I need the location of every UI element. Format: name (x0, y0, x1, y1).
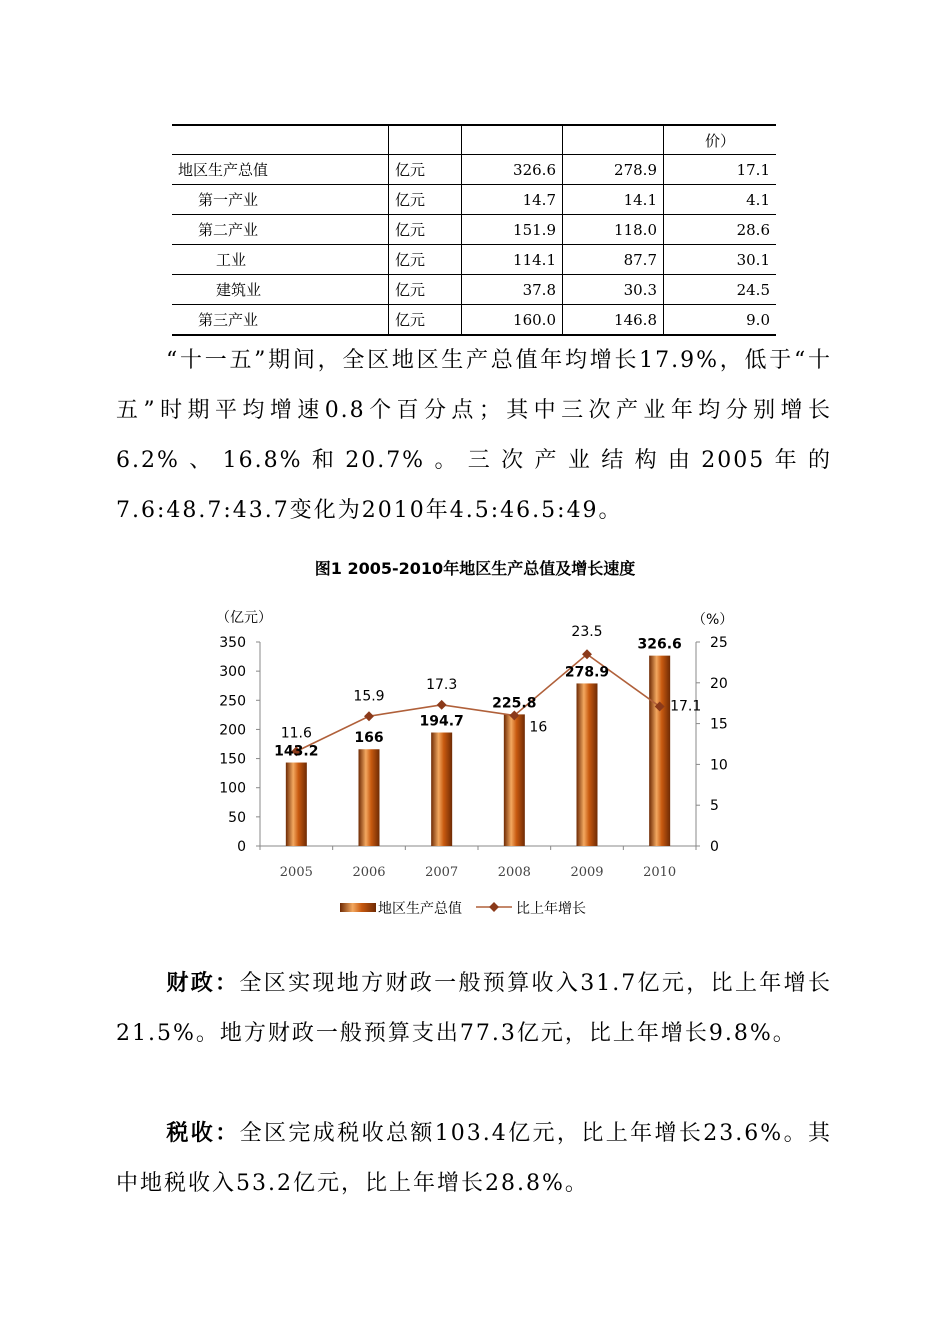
table-row (172, 305, 776, 336)
row-growth-rate: 24.5 (664, 275, 777, 305)
table-row (172, 155, 776, 185)
x-tick-label: 2007 (425, 865, 459, 880)
x-tick-label: 2005 (279, 865, 313, 880)
row-value-2010: 151.9 (462, 215, 563, 245)
header-cell (462, 125, 563, 155)
row-growth-rate: 30.1 (664, 245, 777, 275)
table-row (172, 275, 776, 305)
line-value-label: 17.3 (426, 676, 458, 693)
row-name: 地区生产总值 (172, 155, 389, 185)
line-point (437, 700, 447, 710)
table-header-row (172, 125, 776, 155)
y-tick-label-left: 250 (219, 693, 246, 710)
line-value-label: 16 (529, 719, 548, 736)
row-value-2010: 326.6 (462, 155, 563, 185)
bar (504, 714, 525, 846)
paragraph-finance (116, 958, 832, 1059)
bar (359, 749, 380, 846)
row-value-2010: 114.1 (462, 245, 563, 275)
row-unit: 亿元 (389, 155, 462, 185)
y-tick-label-left: 350 (219, 635, 246, 651)
row-value-2009: 278.9 (563, 155, 664, 185)
row-name: 工业 (172, 245, 389, 275)
paragraph-tax (116, 1108, 832, 1209)
y-tick-label-right: 15 (710, 716, 728, 733)
line-value-label: 15.9 (353, 688, 385, 705)
chart-legend (340, 900, 586, 917)
line-value-label: 23.5 (571, 624, 603, 641)
paragraph-label: 财政： (166, 970, 240, 996)
y-tick-label-right: 25 (710, 635, 728, 651)
bar (286, 763, 307, 846)
y-tick-label-right: 20 (710, 675, 728, 692)
y-tick-label-left: 100 (219, 780, 246, 797)
table-row (172, 185, 776, 215)
legend-bar-swatch (340, 903, 376, 912)
bar-value-label: 225.8 (492, 695, 537, 712)
table-row (172, 215, 776, 245)
paragraph-text: 全区完成税收总额103.4亿元，比上年增长23.6%。其中地税收入53.2亿元，比上年增长28.8%。 (116, 1121, 832, 1196)
data-labels (274, 624, 701, 759)
row-value-2010: 160.0 (462, 305, 563, 336)
paragraph-label: 税收： (166, 1120, 240, 1146)
row-value-2009: 14.1 (563, 185, 664, 215)
legend-line-label: 比上年增长 (516, 901, 586, 917)
bar (649, 656, 670, 846)
y-tick-label-left: 50 (228, 809, 246, 826)
y-tick-label-right: 5 (710, 798, 719, 815)
row-unit: 亿元 (389, 245, 462, 275)
y-tick-label-left: 300 (219, 664, 246, 681)
statistics-table (172, 124, 776, 336)
row-unit: 亿元 (389, 275, 462, 305)
row-value-2010: 37.8 (462, 275, 563, 305)
bar-value-label: 278.9 (564, 664, 610, 681)
bar (431, 733, 452, 846)
row-name: 建筑业 (172, 275, 389, 305)
y-tick-label-left: 200 (219, 722, 246, 739)
gdp-growth-chart (200, 600, 740, 930)
row-growth-rate: 4.1 (664, 185, 777, 215)
row-value-2009: 118.0 (563, 215, 664, 245)
row-name: 第二产业 (172, 215, 389, 245)
x-tick-label: 2009 (570, 865, 604, 880)
header-cell: 价） (664, 125, 777, 155)
y-tick-label-right: 0 (710, 839, 719, 855)
x-tick-label: 2006 (352, 865, 386, 880)
y-tick-label-left: 0 (237, 839, 246, 855)
y-tick-label-right: 10 (710, 757, 728, 774)
row-growth-rate: 17.1 (664, 155, 777, 185)
x-tick-label: 2010 (643, 865, 677, 880)
paragraph-text: “十一五”期间，全区地区生产总值年均增长17.9%，低于“十五”时期平均增速0.8个百分点；其中三次产业年均分别增长6.2%、16.8%和20.7%。三次产业结构由2005年的7.6:48.7:43.7变化为2010年4.5:46.5:49。 (116, 348, 832, 523)
bar-value-label: 166 (354, 730, 384, 747)
paragraph-gdp-summary (116, 336, 832, 536)
bar-value-label: 194.7 (419, 713, 464, 730)
row-value-2009: 30.3 (563, 275, 664, 305)
line-value-label: 17.1 (670, 698, 702, 715)
header-cell (389, 125, 462, 155)
row-unit: 亿元 (389, 305, 462, 336)
row-name: 第三产业 (172, 305, 389, 336)
table-row (172, 245, 776, 275)
row-growth-rate: 9.0 (664, 305, 777, 336)
row-unit: 亿元 (389, 185, 462, 215)
row-name: 第一产业 (172, 185, 389, 215)
row-growth-rate: 28.6 (664, 215, 777, 245)
y-axis-label-left: （亿元） (216, 610, 272, 626)
header-cell (172, 125, 389, 155)
row-value-2009: 87.7 (563, 245, 664, 275)
row-value-2010: 14.7 (462, 185, 563, 215)
bar-value-label: 143.2 (274, 743, 319, 760)
bar-value-label: 326.6 (637, 636, 682, 653)
legend-line-marker (489, 902, 499, 912)
row-value-2009: 146.8 (563, 305, 664, 336)
y-tick-label-left: 150 (219, 751, 246, 768)
line-point (364, 711, 374, 721)
chart-title: 图1 2005-2010年地区生产总值及增长速度 (314, 559, 636, 578)
x-tick-label: 2008 (497, 865, 531, 880)
y-axis-label-right: （%） (692, 612, 734, 628)
bar-series (286, 656, 670, 846)
legend-bar-label: 地区生产总值 (378, 901, 462, 917)
bar (577, 683, 598, 846)
line-value-label: 11.6 (280, 725, 312, 742)
paragraph-text: 全区实现地方财政一般预算收入31.7亿元，比上年增长21.5%。地方财政一般预算支出77.3亿元，比上年增长9.8%。 (116, 971, 832, 1046)
header-cell (563, 125, 664, 155)
row-unit: 亿元 (389, 215, 462, 245)
